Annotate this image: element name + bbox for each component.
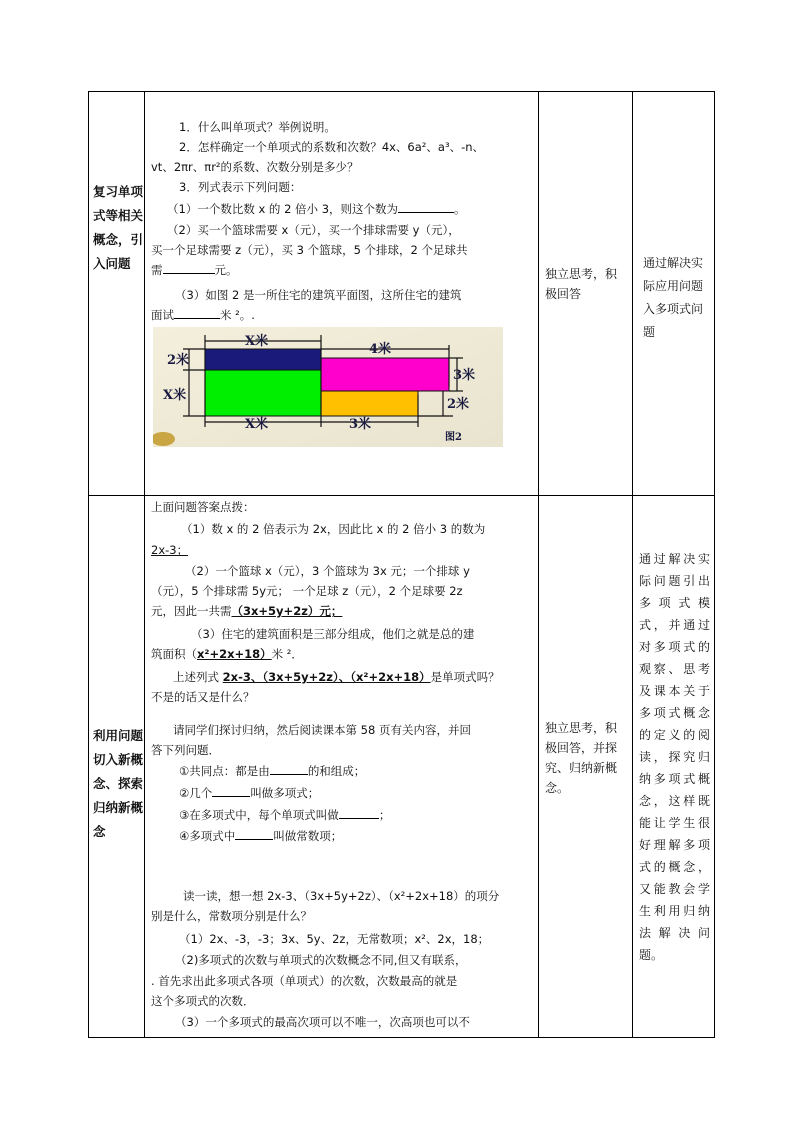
stage-cell: [89, 496, 145, 1037]
answer-line: 上面问题答案点拨：: [151, 500, 255, 514]
answer-line: 答下列问题．: [151, 743, 220, 757]
question-line: [179, 784, 534, 803]
answer-blank: [163, 261, 215, 274]
question-line: 3．列式表示下列问题：: [179, 180, 302, 194]
answer-line: （1）2x、-3，-3；3x、5y、2z，无常数项；x²、2x，18；: [179, 932, 490, 946]
answer-line: （1）数 x 的 2 倍表示为 2x，因此比 x 的 2 倍小 3 的数为: [181, 522, 486, 536]
student-activity-cell: [539, 496, 633, 1037]
question-text: 叫做常数项；: [273, 829, 343, 843]
question-line: （2）买一个篮球需要 x（元），买一个排球需要 y（元），: [167, 223, 460, 237]
answer-text: 上述列式: [173, 670, 219, 684]
answer-line: 别是什么，常数项分别是什么？: [151, 909, 312, 923]
student-activity-cell: [539, 92, 633, 495]
question-line: [151, 261, 534, 280]
answer-blank: [212, 784, 250, 797]
answer-line: （3）一个多项式的最高次项可以不唯一，次高项也可以不: [175, 1015, 470, 1029]
answer-text: x²+2x+18）: [197, 647, 272, 661]
answer-line: （元），5 个排球需 5y元； 一个足球 z（元），2 个足球要 2z: [151, 584, 463, 598]
figure-caption: 图2: [445, 432, 462, 443]
design-intent: 通过解决实际应用问题入多项式问题: [643, 256, 704, 339]
dim-label: 2米: [447, 397, 470, 412]
answer-line: （2）一个篮球 x（元），3 个篮球为 3x 元；一个排球 y: [185, 564, 470, 578]
question-text: 需: [151, 263, 163, 277]
question-line: （1）一个数比数 x 的 2 倍小 3，则这个数为 。: [167, 202, 466, 216]
table-row: [89, 496, 714, 1037]
question-line: [179, 762, 534, 781]
answer-line: 这个多项式的次数．: [151, 994, 255, 1008]
answer-line: . 首先求出此多项式各项（单项式）的次数，次数最高的就是: [151, 974, 458, 988]
question-line: 2．怎样确定一个单项式的系数和次数？4x、6a²、a³、-n、: [179, 140, 485, 154]
content-cell: [145, 92, 539, 495]
stage-header: 利用问题切入新概念、探索归纳新概念: [93, 728, 144, 839]
answer-blank: [235, 827, 273, 840]
question-text: 面试: [151, 308, 174, 322]
question-text: 的和组成；: [307, 764, 366, 778]
dim-label: 3米: [349, 417, 372, 432]
design-intent: 通过解决实际问题引出多项式模式，并通过对多项式的观察、思考及课本关于多项式概念的定义的阅读，探究归纳多项式概念，这样既能让学生很好理解多项式的概念，又能教会学生利用归纳法解决问题。: [639, 552, 710, 962]
content-cell: [145, 496, 539, 1037]
dim-label: 3米: [453, 368, 476, 383]
answer-text: 元，因此一共需: [151, 604, 232, 618]
lesson-table: [88, 91, 715, 1038]
question-text: ④多项式中: [179, 829, 236, 843]
question-text: ③在多项式中，每个单项式叫做: [179, 808, 339, 822]
answer-blank: [398, 200, 454, 213]
dim-label: X米: [245, 334, 269, 349]
dim-label: 2米: [167, 353, 190, 368]
answer-line: 不是的话又是什么？: [151, 690, 255, 704]
student-activity: 独立思考，积极回答: [545, 267, 618, 301]
question-line: [179, 806, 534, 825]
answer-blank: [339, 806, 379, 819]
answer-text: 米 ²．: [271, 647, 303, 661]
answer-blank: [270, 762, 308, 775]
question-line: vt、2πr、πr²的系数、次数分别是多少？: [151, 160, 359, 174]
room-magenta: [321, 358, 449, 391]
answer-text: 筑面积（: [151, 647, 197, 661]
answer-line: 读一读，想一想 2x-3、（3x+5y+2z）、（x²+2x+18）的项分: [183, 889, 500, 903]
dim-label: X米: [163, 388, 187, 403]
room-green: [205, 370, 321, 416]
question-text: 元。: [214, 263, 238, 277]
question-text: ；: [378, 808, 391, 822]
stage-cell: [89, 92, 145, 495]
answer-line: [151, 645, 534, 664]
design-intent-cell: [633, 92, 714, 495]
dim-label: 4米: [369, 342, 392, 357]
answer-line: 2x-3；: [151, 543, 189, 557]
floor-plan-figure: [153, 327, 503, 447]
design-intent-cell: [633, 496, 714, 1037]
question-line: （3）如图 2 是一所住宅的建筑平面图，这所住宅的建筑: [175, 288, 462, 302]
room-yellow: [321, 391, 418, 416]
answer-line: 请同学们探讨归纳，然后阅读课本第 58 页有关内容，并回: [173, 723, 471, 737]
answer-line: （2)多项式的次数与单项式的次数概念不同,但又有联系，: [175, 953, 467, 967]
dim-label: X米: [245, 417, 269, 432]
question-text: ②几个: [179, 786, 213, 800]
question-text: 叫做多项式；: [250, 786, 320, 800]
table-row: [89, 92, 714, 496]
question-line: 1．什么叫单项式？举例说明。: [179, 120, 336, 134]
answer-line: （3）住宅的建筑面积是三部分组成，他们之就是总的建: [191, 627, 475, 641]
question-text: ①共同点：都是由: [179, 764, 270, 778]
question-text: 米 ²。.: [220, 308, 255, 322]
answer-text: （3x+5y+2z）元；: [231, 604, 343, 618]
question-text: （1）一个数比数 x 的 2 倍小 3，则这个数为: [167, 202, 399, 216]
question-line: 买一个足球需要 z（元），买 3 个篮球，5 个排球，2 个足球共: [151, 243, 468, 257]
answer-text: 2x-3、（3x+5y+2z）、（x²+2x+18）: [222, 670, 431, 684]
room-blue: [205, 349, 321, 370]
stage-header: 复习单项式等相关概念，引入问题: [93, 184, 144, 271]
answer-text: 是单项式吗？: [430, 670, 500, 684]
answer-line: [173, 668, 534, 687]
answer-line: [151, 602, 534, 621]
question-line: [151, 306, 534, 325]
question-line: [179, 827, 534, 846]
student-activity: 独立思考，积极回答，并探究、归纳新概念。: [545, 721, 618, 795]
answer-blank: [174, 306, 220, 319]
